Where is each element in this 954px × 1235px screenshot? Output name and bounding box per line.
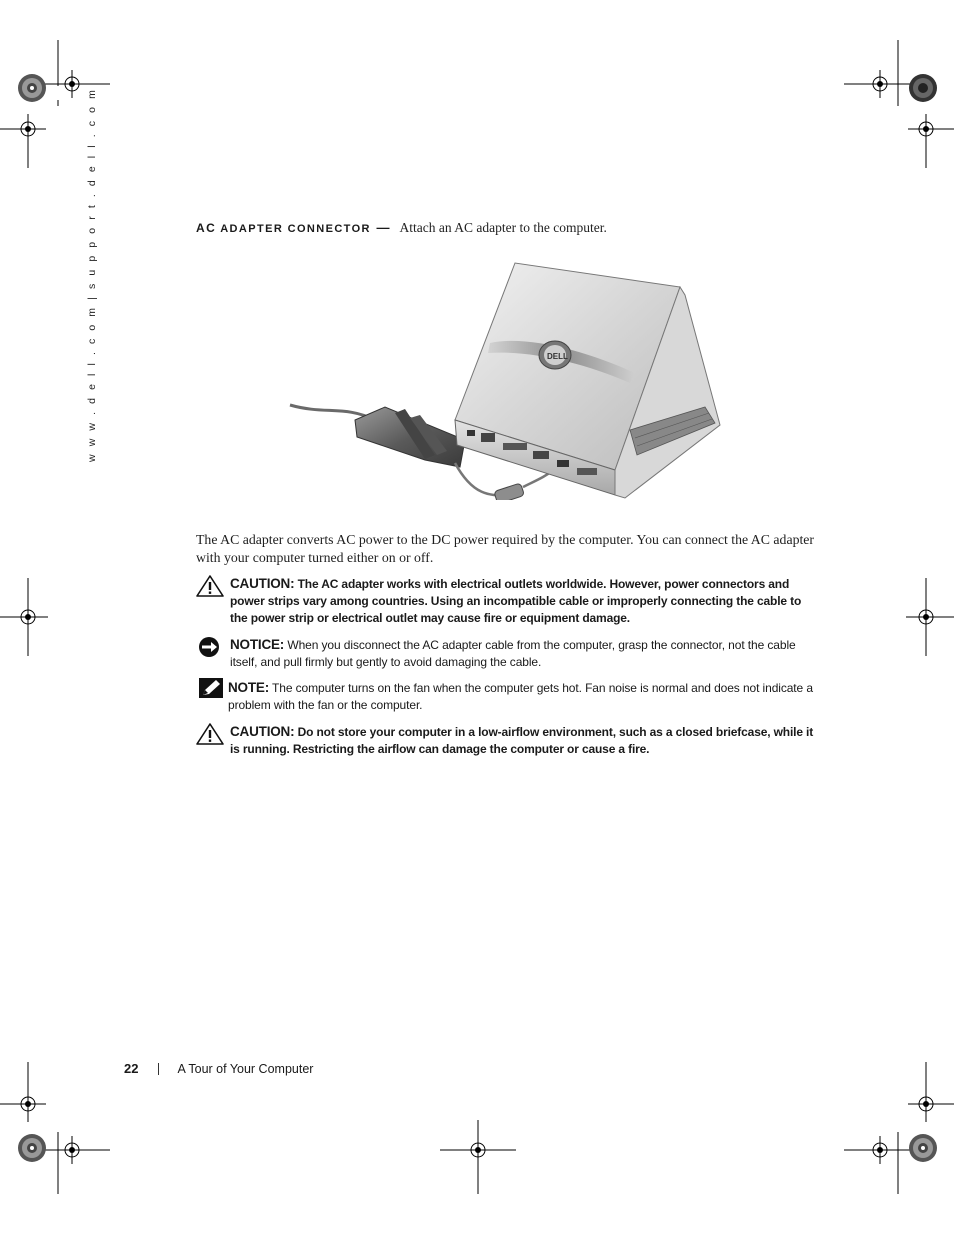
- caution-label: CAUTION:: [230, 576, 295, 591]
- notice-body: When you disconnect the AC adapter cable from the computer, grasp the connector, not the cable itself, and pull firmly but gently to avoid damaging the cable.: [230, 638, 796, 669]
- note-body: The computer turns on the fan when the computer gets hot. Fan noise is normal and does not indicate a problem with the fan or the computer.: [228, 681, 813, 712]
- sidebar-url-text: w w w . d e l l . c o m | s u p p o r t . d e l l . c o m: [86, 87, 98, 462]
- note-block: [196, 679, 816, 714]
- notice-text: [230, 636, 816, 671]
- page-number: 22: [124, 1061, 139, 1076]
- caution-label: CAUTION:: [230, 724, 295, 739]
- term-label: [196, 223, 371, 235]
- term-rest: ADAPTER CONNECTOR: [216, 223, 371, 235]
- laptop-logo: DELL: [547, 352, 568, 361]
- notice-label: NOTICE:: [230, 637, 285, 652]
- registration-mark-bottom-right: [834, 1062, 954, 1194]
- caution-body: Do not store your computer in a low-airflow environment, such as a closed briefcase, while it is running. Restricting the airflow can damage the computer or cause a fire.: [230, 725, 814, 756]
- caution-triangle-icon: [196, 575, 224, 597]
- laptop-ac-adapter-figure: [285, 255, 725, 500]
- caution-block-2: [196, 723, 816, 758]
- note-text: [228, 679, 816, 714]
- footer-separator: [158, 1063, 159, 1075]
- chapter-title: A Tour of Your Computer: [177, 1062, 314, 1076]
- registration-mark-mid-right: [894, 578, 954, 656]
- registration-mark-top-left: [0, 40, 120, 170]
- registration-mark-bottom-left: [0, 1062, 120, 1194]
- body-paragraph: The AC adapter converts AC power to the DC power required by the computer. You can connect the AC adapter with your computer turned either on or off.: [196, 532, 815, 565]
- notice-block: [196, 636, 816, 671]
- caution-block-1: [196, 575, 816, 627]
- note-label: NOTE:: [228, 680, 269, 695]
- registration-mark-top-right: [834, 40, 954, 170]
- caution-text-2: [230, 723, 816, 758]
- registration-mark-mid-left: [0, 578, 60, 656]
- registration-mark-bottom-center: [438, 1120, 518, 1194]
- term-description: Attach an AC adapter to the computer.: [399, 220, 607, 235]
- section-heading: [196, 220, 607, 236]
- ac-adapter-brick: [355, 407, 465, 467]
- notice-stop-icon: [196, 636, 224, 658]
- page-footer: [124, 1061, 313, 1076]
- caution-body: The AC adapter works with electrical outlets worldwide. However, power connectors and power strips vary among countries. Using an incompatible cable or improperly connecting the cable to the power strip or electrical outlet may cause fire or equipment damage.: [230, 577, 802, 625]
- note-pencil-icon: [199, 678, 227, 700]
- caution-text-1: [230, 575, 816, 627]
- term-cap: AC: [196, 221, 217, 235]
- term-dash: —: [372, 220, 390, 235]
- caution-triangle-icon: [196, 723, 224, 745]
